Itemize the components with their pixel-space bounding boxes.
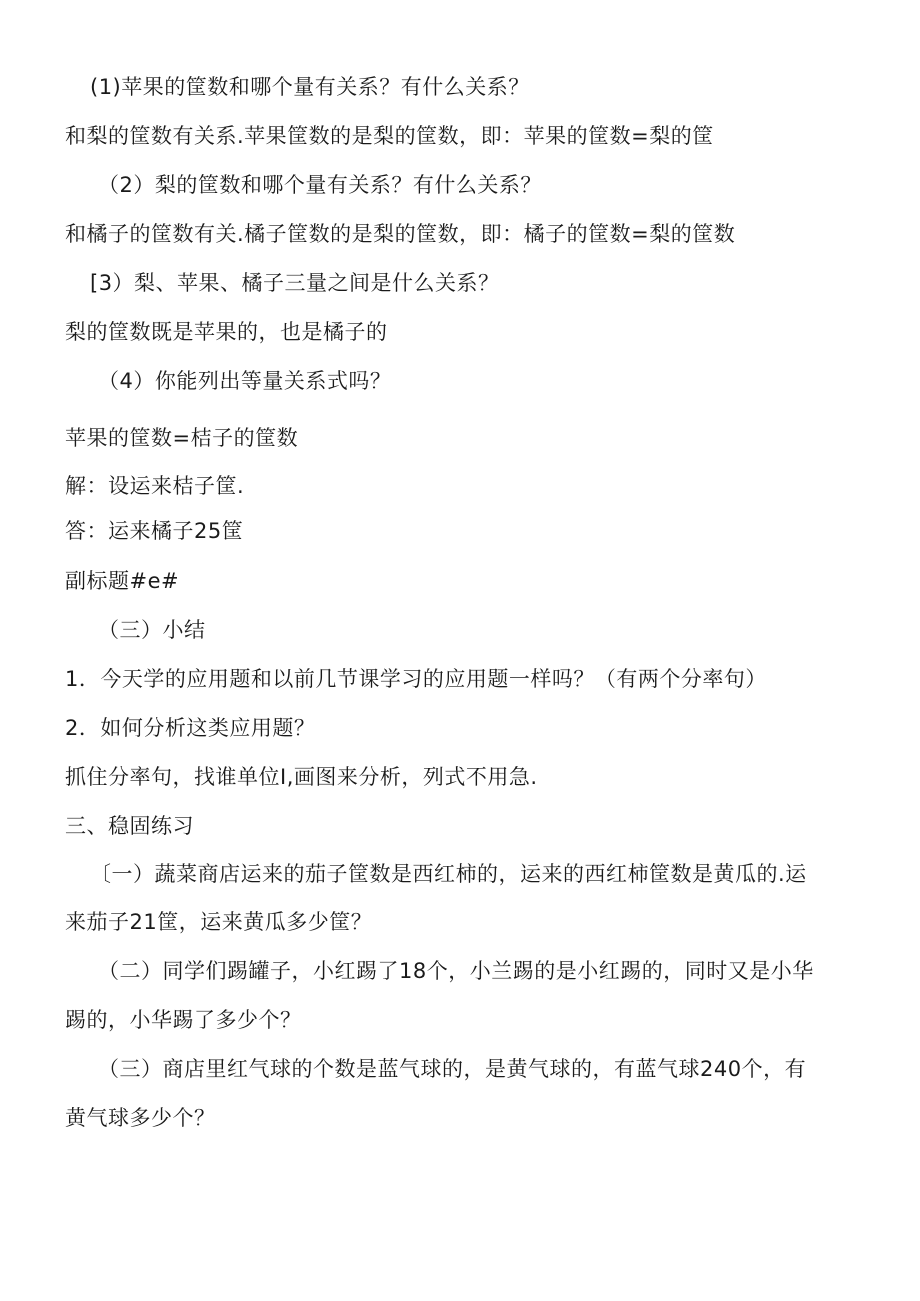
summary-heading: （三）小结 — [98, 618, 206, 642]
question-3-prompt: [3）梨、苹果、橘子三量之间是什么关系？ — [90, 271, 500, 295]
summary-tip: 抓住分率句，找谁单位I,画图来分析，列式不用急. — [65, 765, 538, 789]
solution-line: 解：设运来桔子筐. — [65, 474, 245, 498]
practice-1-line-2: 来茄子21筐，运来黄瓜多少筐？ — [65, 910, 373, 934]
question-1-prompt: (1)苹果的筐数和哪个量有关系？有什么关系？ — [90, 75, 530, 99]
question-4-prompt: （4）你能列出等量关系式吗？ — [98, 369, 392, 393]
summary-item-1: 1．今天学的应用题和以前几节课学习的应用题一样吗？（有两个分率句） — [65, 667, 767, 691]
question-2-answer: 和橘子的筐数有关.橘子筐数的是梨的筐数，即：橘子的筐数=梨的筐数 — [65, 222, 736, 246]
practice-heading: 三、稳固练习 — [65, 814, 194, 838]
question-1-answer: 和梨的筐数有关系.苹果筐数的是梨的筐数，即：苹果的筐数=梨的筐 — [65, 124, 714, 148]
question-2-prompt: （2）梨的筐数和哪个量有关系？有什么关系？ — [98, 173, 542, 197]
subtitle-marker: 副标题#e# — [65, 569, 180, 593]
practice-2-line-1: （二）同学们踢罐子，小红踢了18个，小兰踢的是小红踢的，同时又是小华 — [98, 959, 814, 983]
practice-1-line-1: 〔一）蔬菜商店运来的茄子筐数是西红柿的，运来的西红柿筐数是黄瓜的.运 — [90, 862, 807, 886]
answer-line: 答：运来橘子25筐 — [65, 519, 244, 543]
practice-3-line-2: 黄气球多少个？ — [65, 1106, 216, 1130]
question-3-answer: 梨的筐数既是苹果的，也是橘子的 — [65, 320, 388, 344]
practice-3-line-1: （三）商店里红气球的个数是蓝气球的，是黄气球的，有蓝气球240个，有 — [98, 1057, 807, 1081]
summary-item-2: 2．如何分析这类应用题？ — [65, 716, 316, 740]
practice-2-line-2: 踢的，小华踢了多少个？ — [65, 1008, 302, 1032]
equation-line: 苹果的筐数=桔子的筐数 — [65, 426, 299, 450]
